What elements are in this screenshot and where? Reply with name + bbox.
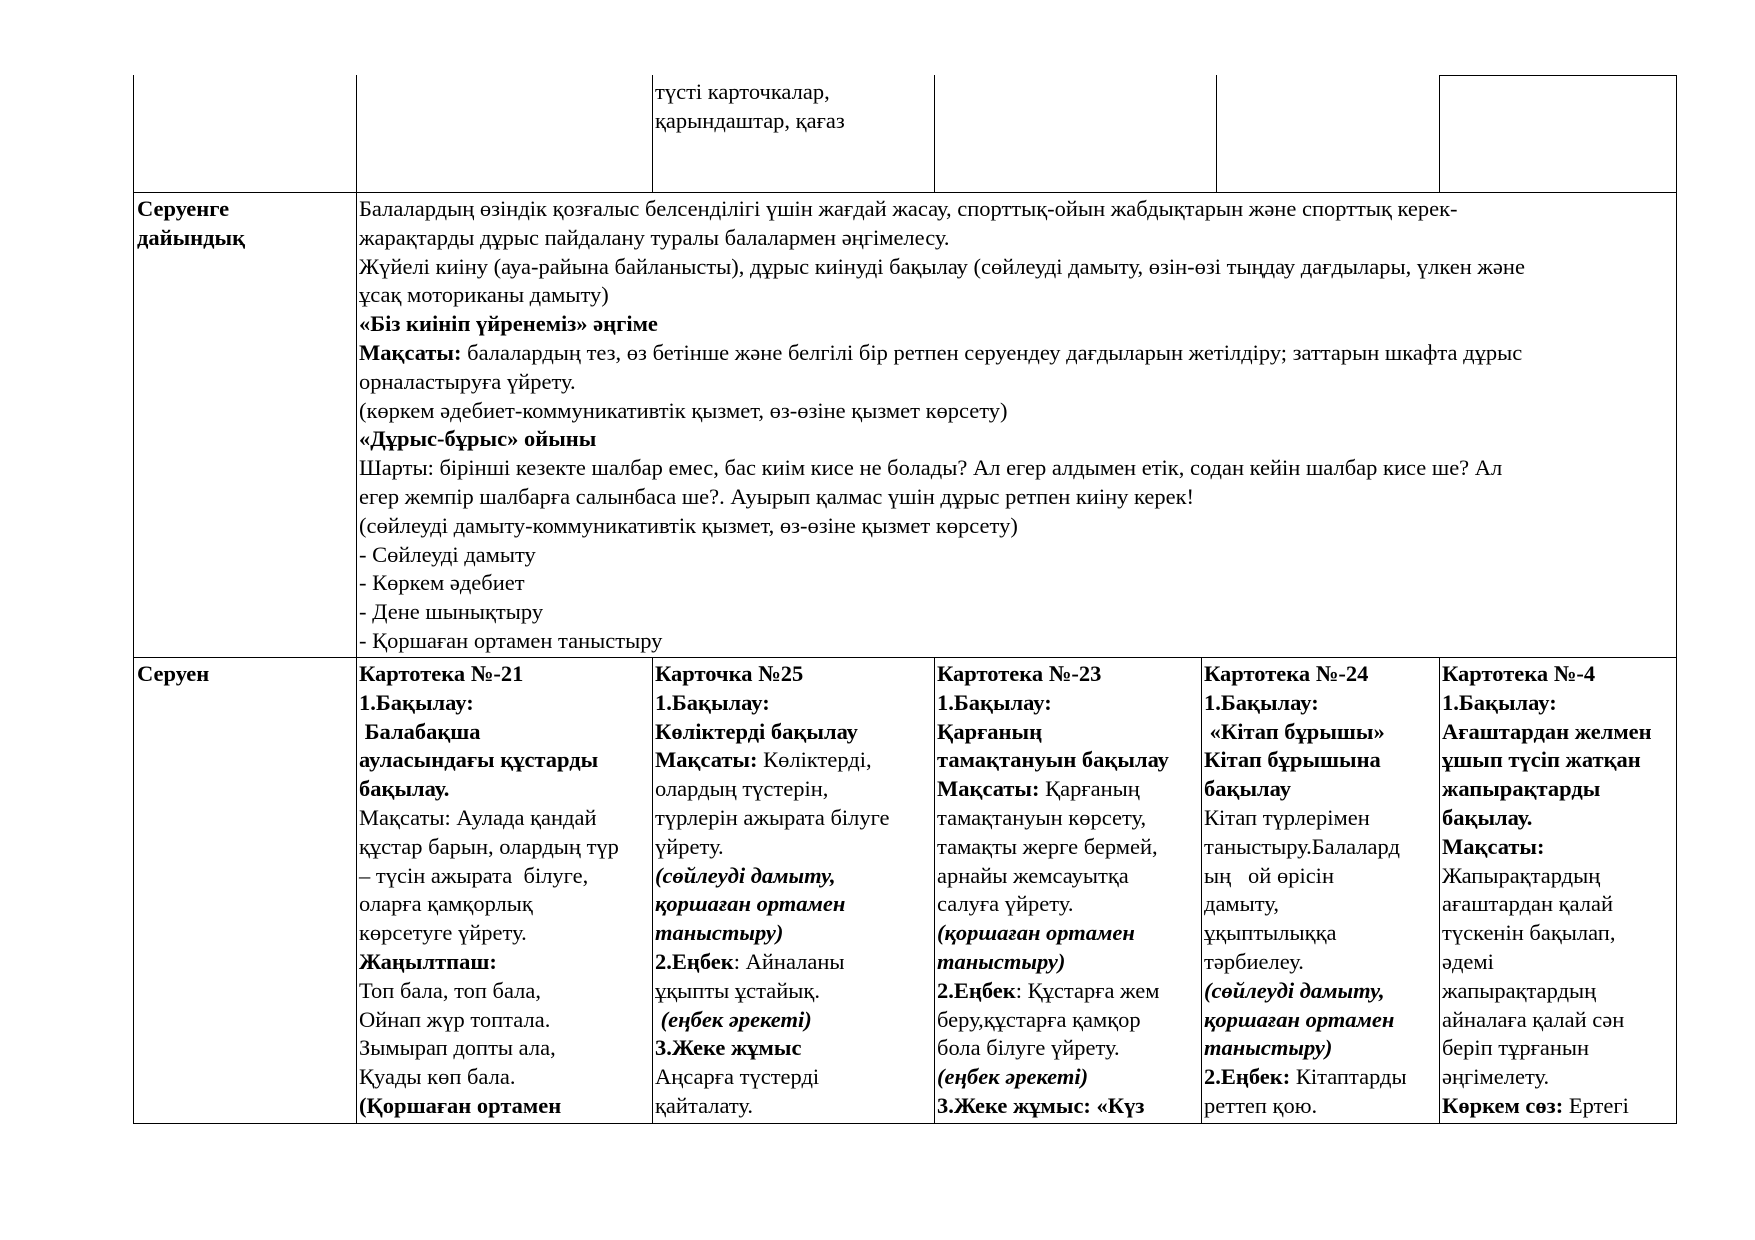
card-title: Картотека №-4 — [1442, 661, 1596, 686]
walk-col3: Картотека №-23 1.Бақылау: Қарғаның тамақтануын бақылау Мақсаты: Қарғаның тамақтануын көрсету, тамақты жерге бермей, арнайы жемсауытқа салуға үйрету. (қоршаған ортамен таныстыру) 2.Еңбек: Құстарға жем беру,құстарға қамқор бола білуге үйрету. (еңбек әрекеті) 3.Жеке жұмыс: «Күз — [935, 660, 1201, 1122]
list-item: - Қоршаған ортамен таныстыру — [359, 627, 663, 653]
table-border-col5 — [1439, 75, 1440, 193]
card-title: Карточка №25 — [655, 661, 804, 686]
card-title: Картотека №-24 — [1204, 661, 1369, 686]
table-border-row2 — [133, 657, 1677, 658]
card-title: Картотека №-23 — [937, 661, 1102, 686]
materials-cell — [653, 78, 933, 136]
talk-title: «Біз киініп үйренеміз» әңгіме — [359, 311, 658, 337]
materials-line: түсті карточкалар, — [655, 79, 830, 104]
walk-col4: Картотека №-24 1.Бақылау: «Кітап бұрышы» Кітап бұрышына бақылау Кітап түрлерімен таныстыру.Балалард ың ой өрісін дамыту, ұқыптылыққа тәрбиелеу. (сөйлеуді дамыту, қоршаған ортамен таныстыру) 2.Еңбек: Кітаптарды реттеп қою. — [1202, 660, 1438, 1122]
list-item: - Сөйлеуді дамыту — [359, 541, 536, 567]
walk-col5: Картотека №-4 1.Бақылау: Ағаштардан желмен ұшып түсіп жатқан жапырақтарды бақылау. Мақсаты: Жапырақтардың ағаштардан қалай түскенін бақылап, әдемі жапырақтардың айналаға қалай сән беріп тұрғанын әңгімелету. Көркем сөз: Ертегі — [1440, 660, 1675, 1122]
walk-col1: Картотека №-21 1.Бақылау: Балабақша ауласындағы құстарды бақылау. Мақсаты: Аулада қандай құстар барын, олардың түр – түсін ажырата білуге, оларға қамқорлық көрсетуге үйрету. Жаңылтпаш: Топ бала, топ бала, Ойнап жүр топтала. Зымырап допты ала, Қуады көп бала. (Қоршаған ортамен — [357, 660, 651, 1122]
table-border-top-partial — [1439, 75, 1677, 76]
card-title: Картотека №-21 — [359, 661, 524, 686]
row-label-walk-prep: Серуенге дайындық — [137, 196, 246, 250]
table-border-right — [1676, 75, 1677, 1124]
game-title: «Дұрыс-бұрыс» ойыны — [359, 426, 597, 452]
row-label-walk: Серуен — [137, 661, 210, 686]
table-border-col3 — [934, 75, 935, 193]
materials-line: қарындаштар, қағаз — [655, 107, 845, 133]
walk-prep-content: Балалардың өзіндік қозғалыс белсенділігі үшін жағдай жасау, спорттық-ойын жабдықтарын және спорттық керек- жарақтарды дұрыс пайдалану туралы балалармен әңгімелесу. Жүйелі киіну (ауа-райына байланысты), дұрыс киінуді бақылау (сөйлеуді дамыту, өзін-өзі тыңдау дағдылары, үлкен және ұсақ моториканы дамыту) «Біз киініп үйренеміз» әңгіме Мақсаты: балалардың тез, өз бетінше және белгілі бір ретпен серуендеу дағдыларын жетілдіру; заттарын шкафта дұрыс орналастыруға үйрету. (көркем әдебиет-коммуникативтік қызмет, өз-өзіне қызмет көрсету) «Дұрыс-бұрыс» ойыны Шарты: бірінші кезекте шалбар емес, бас киім кисе не болады? Ал егер алдымен етік, содан кейін шалбар кисе ше? Ал егер жемпір шалбарға салынбаса ше?. Ауырып қалмас үшін дұрыс ретпен киіну керек! (сөйлеуді дамыту-коммуникативтік қызмет, өз-өзіне қызмет көрсету) - Сөйлеуді дамыту - Көркем әдебиет - Дене шынықтыру - Қоршаған ортамен таныстыру — [357, 195, 1675, 656]
goal-line: Мақсаты: балалардың тез, өз бетінше және белгілі бір ретпен серуендеу дағдыларын жетілдіру; заттарын шкафта дұрыс — [359, 339, 1523, 365]
list-item: - Көркем әдебиет — [359, 570, 525, 596]
table-border-bottom — [133, 1123, 1677, 1124]
table-border-col4 — [1216, 75, 1217, 193]
walk-col2: Карточка №25 1.Бақылау: Көліктерді бақылау Мақсаты: Көліктерді, олардың түстерін, түрлерін ажырата білуге үйрету. (сөйлеуді дамыту, қоршаған ортамен таныстыру) 2.Еңбек: Айналаны ұқыпты ұстайық. (еңбек әрекеті) 3.Жеке жұмыс Аңсарға түстерді қайталату. — [653, 660, 933, 1122]
table-border-row1 — [133, 192, 1677, 193]
list-item: - Дене шынықтыру — [359, 599, 544, 625]
